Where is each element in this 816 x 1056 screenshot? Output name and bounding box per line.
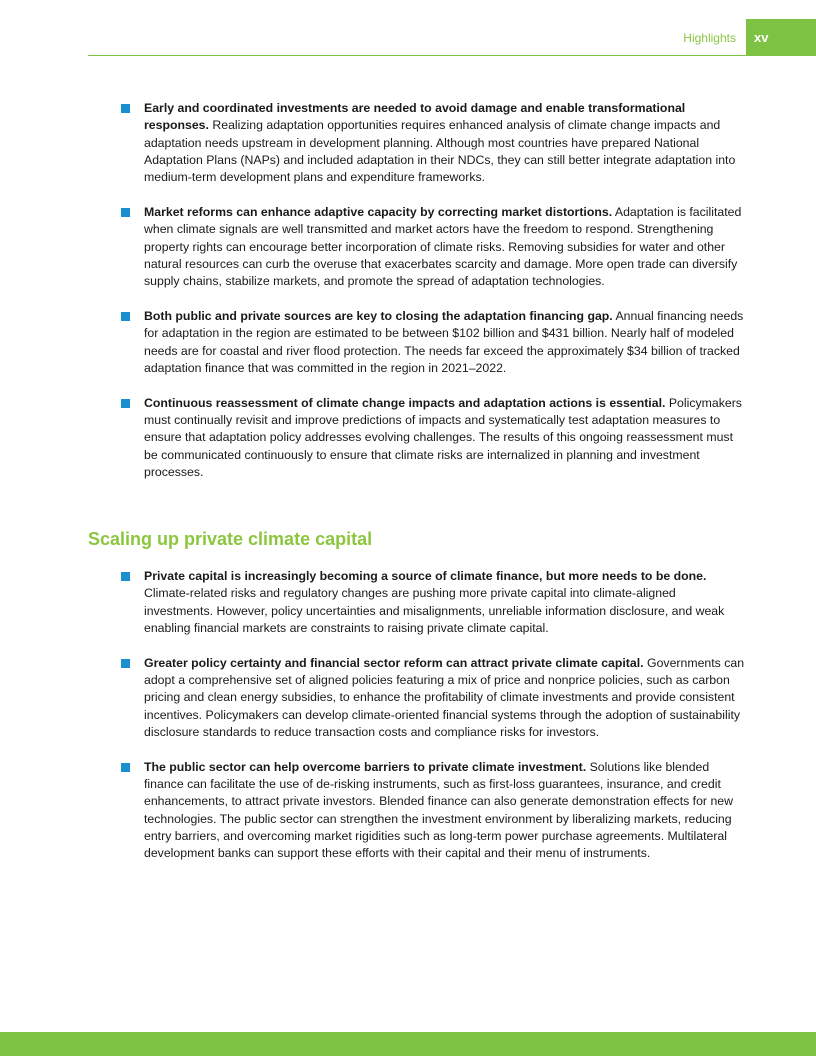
bullet-body: Climate-related risks and regulatory changes are pushing more private capital into climate-aligned investments. However, policy uncertainties and misalignments, unreliable information disclosure, and weak enabling financial markets are constraints to raising private climate capital. (144, 586, 725, 635)
section-bullet-list (120, 568, 746, 880)
list-item (120, 395, 746, 481)
bullet-lead: Greater policy certainty and financial sector reform can attract private climate capital. (144, 655, 644, 670)
header-rule (88, 55, 816, 56)
square-bullet-icon (121, 572, 130, 581)
bullet-lead: Private capital is increasingly becoming a source of climate finance, but more needs to be done. (144, 569, 707, 583)
bullet-body: Adaptation is facilitated when climate signals are well transmitted and market actors have the freedom to respond. Strengthening property rights can encourage better incorporation of climate risks. Removing subsidies for water and other natural resources can curb the overuse that exacerbates scarcity and damage. More open trade can diversify supply chains, stabilize markets, and promote the spread of adaptation technologies. (144, 204, 742, 289)
square-bullet-icon (121, 399, 130, 408)
list-item (120, 204, 746, 290)
square-bullet-icon (121, 208, 130, 217)
bullet-body: Policymakers must continually revisit and improve predictions of impacts and systematically test adaptation measures to ensure that adaptation policy addresses evolving challenges. The results of this ongoing reassessment must be communicated continuously to ensure that climate risks are internalized in planning and investment processes. (144, 395, 742, 479)
square-bullet-icon (121, 763, 130, 772)
section-title: Scaling up private climate capital (88, 529, 373, 549)
running-head: Highlights (683, 31, 736, 45)
list-item (120, 568, 746, 637)
bullet-body: Governments can adopt a comprehensive set of aligned policies featuring a mix of price and nonprice policies, such as carbon pricing and clean energy subsidies, to enhance the profitability of climate investments and provide consistent incentives. Policymakers can develop climate-oriented financial systems through the adoption of sustainability disclosure standards to reduce transaction costs and compliance risks for investors. (144, 655, 745, 739)
list-item (120, 308, 746, 377)
list-item (120, 655, 746, 741)
top-bullet-list (120, 100, 746, 499)
square-bullet-icon (121, 104, 130, 113)
bullet-lead: Continuous reassessment of climate change impacts and adaptation actions is essential. (144, 395, 666, 410)
bullet-body: Annual financing needs for adaptation in the region are estimated to be between $102 billion and $431 billion. Nearly half of modeled needs are for coastal and river flood protection. The needs far exceed the approximately $34 billion of tracked adaptation finance that was committed in the region in 2021–2022. (144, 308, 744, 375)
list-item (120, 100, 746, 186)
bullet-lead: Market reforms can enhance adaptive capacity by correcting market distortions. (144, 204, 613, 219)
bullet-lead: Early and coordinated investments are needed to avoid damage and enable transformational responses. (144, 101, 686, 133)
bullet-lead: The public sector can help overcome barriers to private climate investment. (144, 759, 587, 774)
list-item (120, 759, 746, 863)
bullet-lead: Both public and private sources are key to closing the adaptation financing gap. (144, 308, 613, 323)
bullet-body: Realizing adaptation opportunities requires enhanced analysis of climate change impacts and adaptation needs upstream in development planning. Although most countries have prepared National Adaptation Plans (NAPs) and included adaptation in their NDCs, they can still better integrate adaptation into medium-term development plans and expenditure frameworks. (144, 118, 736, 185)
bullet-body: Solutions like blended finance can facilitate the use of de-risking instruments, such as first-loss guarantees, insurance, and credit enhancements, to attract private investors. Blended finance can also generate demonstration effects for new technologies. The public sector can strengthen the investment environment by liberalizing markets, reducing entry barriers, and overcoming market rigidities such as long-term power purchase agreements. Multilateral development banks can support these efforts with their capital and their menu of instruments. (144, 759, 734, 861)
square-bullet-icon (121, 659, 130, 668)
footer-bar (0, 1032, 816, 1056)
square-bullet-icon (121, 312, 130, 321)
page-number: xv (746, 19, 816, 55)
